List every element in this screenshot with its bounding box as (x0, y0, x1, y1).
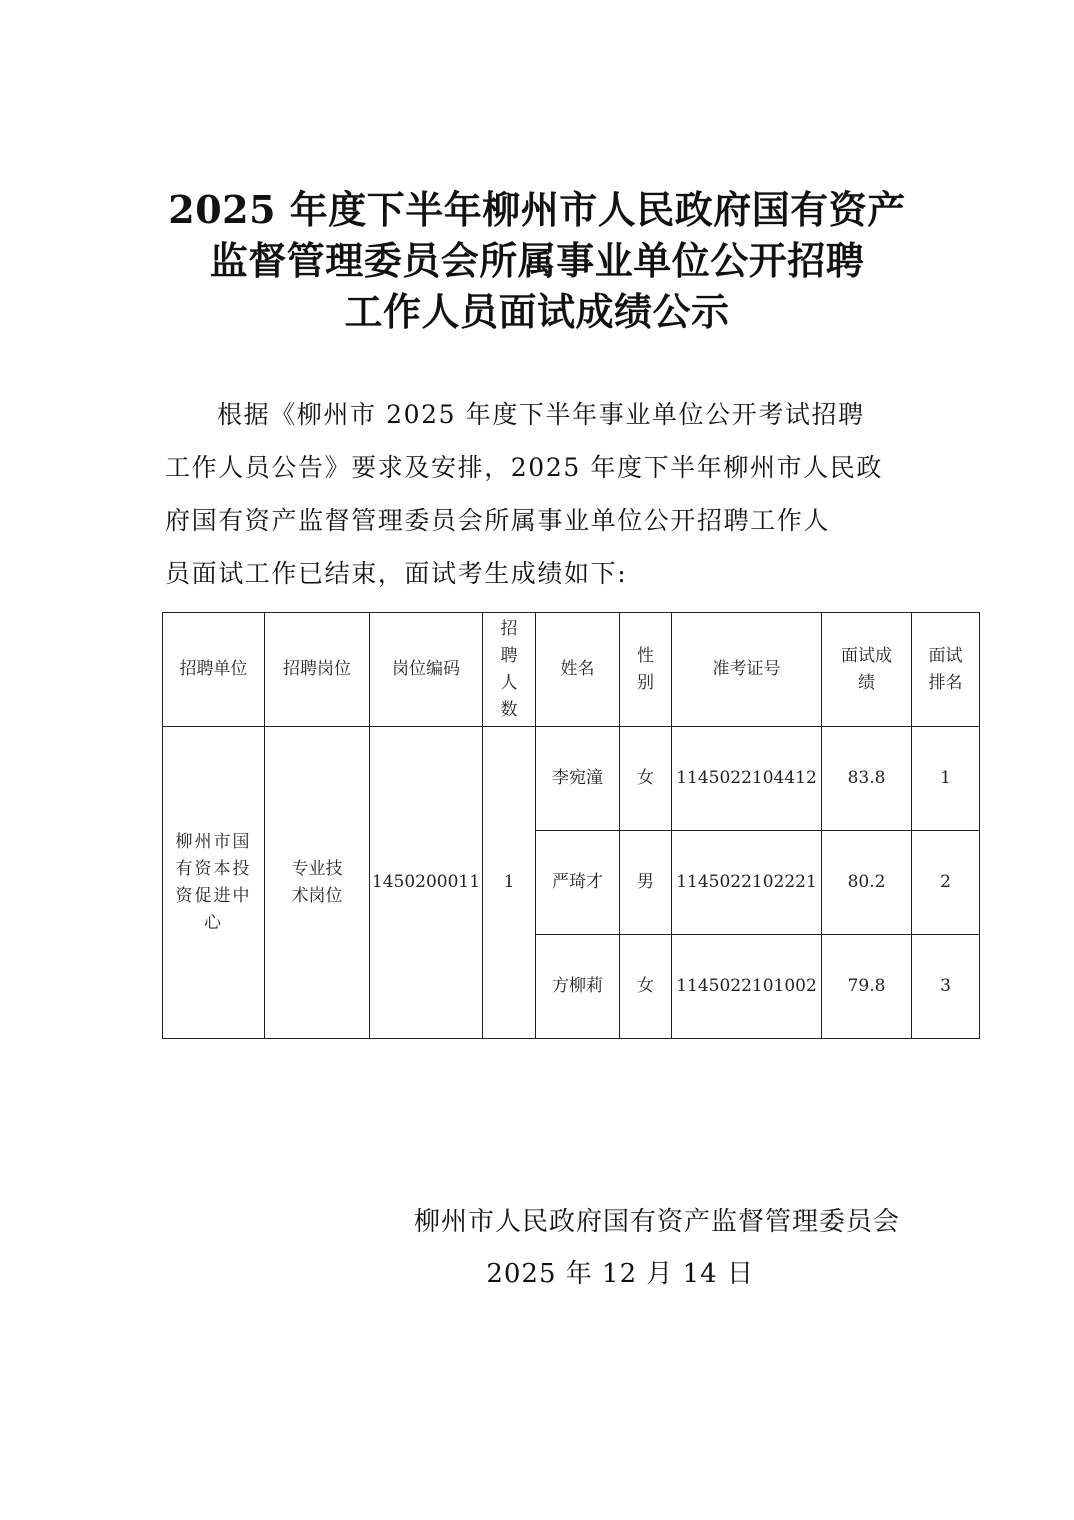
header-post: 招聘岗位 (265, 613, 370, 727)
cell-rank: 1 (912, 727, 980, 831)
cell-code: 1450200011 (370, 727, 483, 1039)
intro-line-3: 府国有资产监督管理委员会所属事业单位公开招聘工作人 (165, 506, 831, 535)
cell-gender: 女 (620, 727, 672, 831)
header-count: 招聘人数 (483, 613, 536, 727)
title-line-1: 2025 年度下半年柳州市人民政府国有资产 (168, 187, 906, 232)
cell-gender: 女 (620, 935, 672, 1039)
title-line-3: 工作人员面试成绩公示 (344, 289, 730, 334)
cell-rank: 2 (912, 831, 980, 935)
header-code: 岗位编码 (370, 613, 483, 727)
cell-name: 李宛潼 (536, 727, 620, 831)
cell-ticket: 1145022104412 (672, 727, 822, 831)
cell-ticket: 1145022102221 (672, 831, 822, 935)
header-gender: 性别 (620, 613, 672, 727)
cell-score: 80.2 (822, 831, 912, 935)
title-line-2: 监督管理委员会所属事业单位公开招聘 (209, 238, 865, 283)
signature-org: 柳州市人民政府国有资产监督管理委员会 (413, 1207, 900, 1237)
interview-scores-table (162, 612, 980, 1039)
header-unit: 招聘单位 (163, 613, 265, 727)
cell-score: 79.8 (822, 935, 912, 1039)
table-row (163, 727, 980, 831)
cell-name: 方柳莉 (536, 935, 620, 1039)
header-ticket: 准考证号 (672, 613, 822, 727)
cell-post: 专业技术岗位 (265, 727, 370, 1039)
signature-block (360, 1196, 900, 1300)
header-score: 面试成绩 (822, 613, 912, 727)
cell-rank: 3 (912, 935, 980, 1039)
header-rank: 面试排名 (912, 613, 980, 727)
cell-count: 1 (483, 727, 536, 1039)
cell-unit: 柳州市国有资本投资促进中心 (163, 727, 265, 1039)
cell-ticket: 1145022101002 (672, 935, 822, 1039)
cell-score: 83.8 (822, 727, 912, 831)
document-title (0, 184, 1074, 337)
signature-date: 2025 年 12 月 14 日 (486, 1259, 754, 1289)
intro-line-2: 工作人员公告》要求及安排，2025 年度下半年柳州市人民政 (165, 453, 883, 482)
intro-line-1: 根据《柳州市 2025 年度下半年事业单位公开考试招聘 (217, 400, 865, 429)
table-header-row (163, 613, 980, 727)
cell-name: 严琦才 (536, 831, 620, 935)
cell-gender: 男 (620, 831, 672, 935)
header-name: 姓名 (536, 613, 620, 727)
intro-paragraph (165, 388, 913, 600)
intro-line-4: 员面试工作已结束，面试考生成绩如下: (165, 559, 628, 588)
